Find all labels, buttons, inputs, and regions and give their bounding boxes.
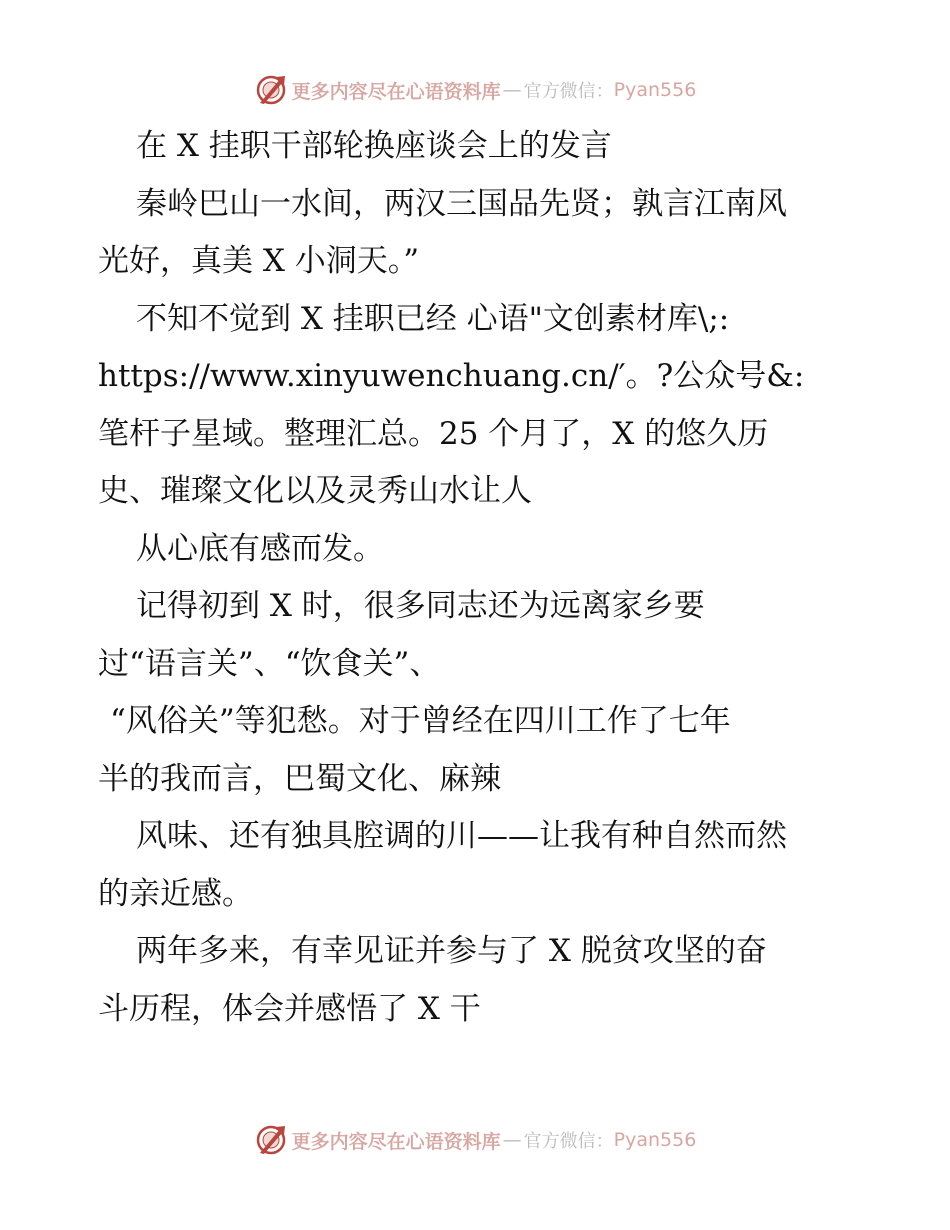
watermark-wechat-label: 官方微信： <box>523 1131 614 1152</box>
paragraph-line: 风味、还有独具腔调的川——让我有种自然而然 <box>136 818 787 854</box>
paragraph-line: 斗历程，体会并感悟了 X 干 <box>98 990 481 1027</box>
paragraph-line: https://www.xinyuwenchuang.cn/′。?公众号&: <box>98 358 805 394</box>
paragraph-line: 的亲近感。 <box>98 875 253 912</box>
paragraph-line: 过“语言关”、“饮食关”、 <box>98 645 441 682</box>
paragraph-line: 记得初到 X 时，很多同志还为远离家乡要 <box>136 588 705 624</box>
document-title: 在 X 挂职干部轮换座谈会上的发言 <box>136 128 612 164</box>
paragraph-line: “风俗关”等犯愁。对于曾经在四川工作了七年 <box>110 703 731 739</box>
paragraph-line: 秦岭巴山一水间，两汉三国品先贤；孰言江南风 <box>136 185 787 222</box>
watermark-wechat-label: 官方微信： <box>523 81 614 102</box>
paragraph-line: 两年多来，有幸见证并参与了 X 脱贫攻坚的奋 <box>136 933 767 969</box>
paragraph-line: 半的我而言，巴蜀文化、麻辣 <box>98 760 501 797</box>
quill-seal-logo-icon <box>254 73 288 107</box>
footer-watermark-banner <box>0 1120 950 1160</box>
watermark-dash: — <box>502 79 522 101</box>
paragraph-line: 光好，真美 X 小洞天。” <box>98 243 420 279</box>
watermark-wechat-id: Pyan556 <box>613 1129 697 1151</box>
watermark-slogan: 更多内容尽在心语资料库 <box>291 80 501 103</box>
header-watermark-banner <box>0 70 950 110</box>
watermark-dash: — <box>502 1129 522 1151</box>
quill-seal-logo-icon <box>254 1123 288 1157</box>
paragraph-line: 从心底有感而发。 <box>136 530 384 567</box>
paragraph-line: 史、璀璨文化以及灵秀山水让人 <box>98 473 532 509</box>
paragraph-line: 笔杆子星域。整理汇总。25 个月了，X 的悠久历 <box>98 415 769 452</box>
watermark-slogan: 更多内容尽在心语资料库 <box>291 1130 501 1153</box>
document-body <box>98 118 858 1038</box>
watermark-wechat-id: Pyan556 <box>613 79 697 101</box>
paragraph-line: 不知不觉到 X 挂职已经 心语"文创素材库\;: <box>136 300 730 337</box>
